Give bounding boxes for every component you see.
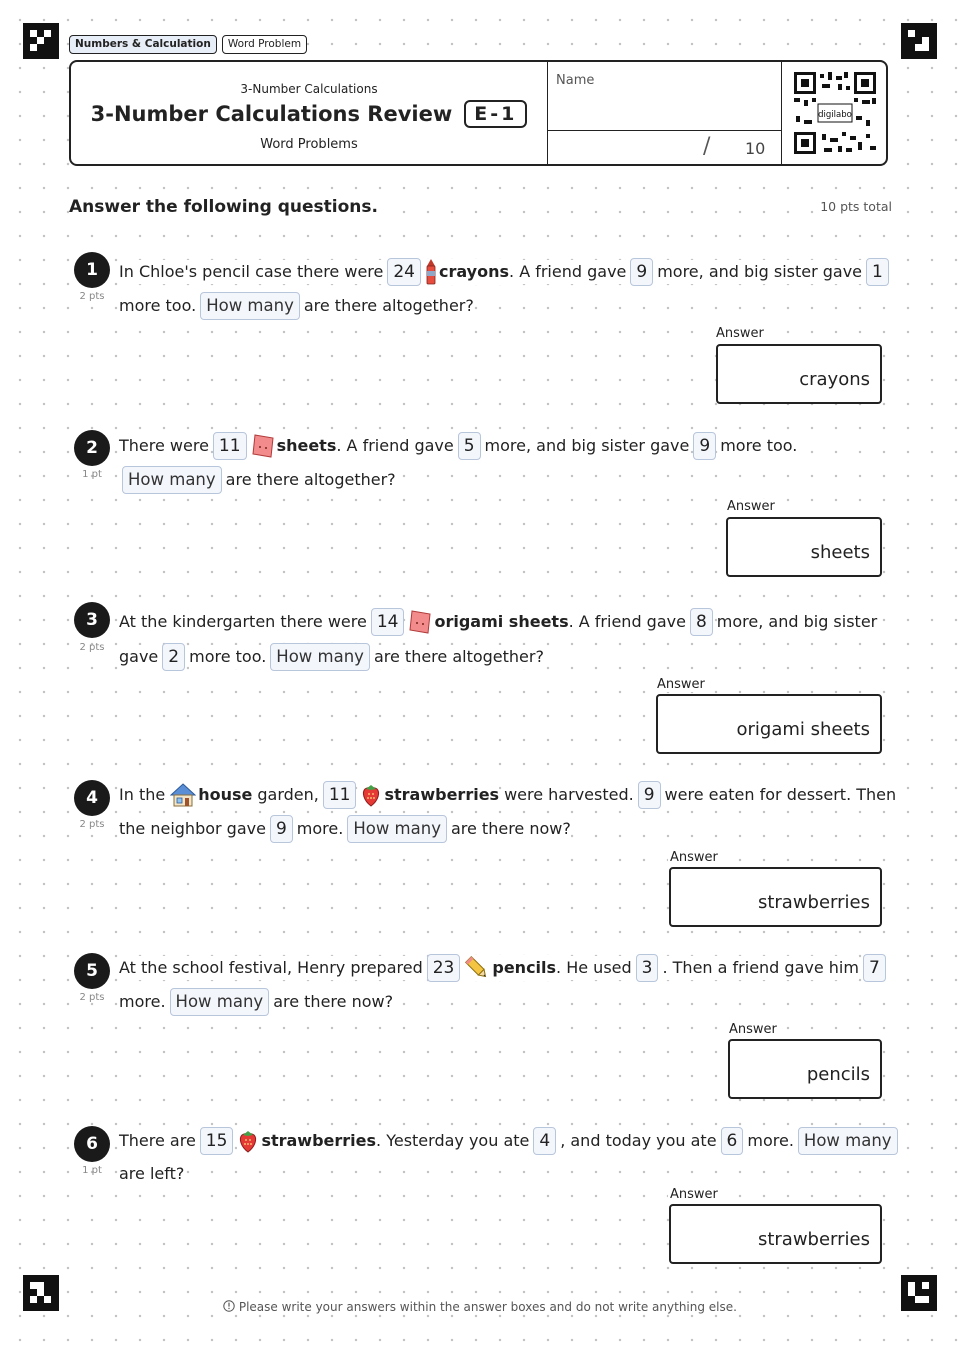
question-number: 4 bbox=[74, 780, 110, 816]
item-name: pencils bbox=[492, 958, 557, 977]
question-text: are there now? bbox=[273, 990, 393, 1014]
number-box: 5 bbox=[458, 432, 481, 460]
instructions: Answer the following questions. bbox=[69, 197, 382, 217]
answer-unit: strawberries bbox=[757, 892, 870, 913]
number-box: 9 bbox=[638, 781, 661, 809]
question-number: 1 bbox=[74, 252, 110, 288]
question-text: In the bbox=[119, 783, 165, 807]
number-box: 15 bbox=[200, 1127, 234, 1155]
question-text: more. bbox=[747, 1129, 794, 1153]
footer-note bbox=[0, 1300, 960, 1314]
number-box: 4 bbox=[533, 1127, 556, 1155]
answer-box[interactable] bbox=[669, 1204, 882, 1264]
question-points: 2 pts bbox=[79, 642, 105, 653]
question-text: . A friend gave bbox=[509, 260, 626, 284]
question-number: 6 bbox=[74, 1126, 110, 1162]
question-text: more too. bbox=[720, 434, 797, 458]
question-points: 1 pt bbox=[82, 1165, 102, 1176]
question-points: 2 pts bbox=[79, 291, 105, 302]
page-title: 3-Number Calculations Review bbox=[90, 102, 453, 126]
tag-type: Word Problem bbox=[222, 35, 307, 54]
item-name: sheets bbox=[276, 436, 337, 455]
answer-label: Answer bbox=[716, 326, 764, 341]
answer-unit: sheets bbox=[810, 542, 870, 563]
number-box: 9 bbox=[630, 258, 653, 286]
answer-box[interactable] bbox=[656, 694, 882, 754]
number-box: 11 bbox=[323, 781, 357, 809]
number-box: 23 bbox=[427, 954, 461, 982]
number-box: 7 bbox=[863, 954, 886, 982]
question-text: are there altogether? bbox=[226, 468, 396, 492]
answer-unit: strawberries bbox=[757, 1229, 870, 1250]
answer-label: Answer bbox=[670, 1187, 718, 1202]
footer-text: Please write your answers within the answer boxes and do not write anything else. bbox=[238, 1300, 737, 1314]
question-text: the neighbor gave bbox=[119, 817, 266, 841]
category-tags bbox=[69, 35, 307, 54]
svg-text:digilabo: digilabo bbox=[818, 110, 852, 120]
item-name: strawberries bbox=[384, 785, 500, 804]
question-text: . He used bbox=[556, 956, 632, 980]
how-many-box: How many bbox=[200, 292, 300, 320]
header-type: Word Problems bbox=[260, 137, 358, 152]
question-text: more, and big sister gave bbox=[657, 260, 862, 284]
header-subtitle: 3-Number Calculations bbox=[240, 82, 378, 96]
score-slash: / bbox=[703, 134, 711, 159]
answer-box[interactable] bbox=[728, 1039, 882, 1099]
question-text: There are bbox=[119, 1129, 196, 1153]
question-text: garden, bbox=[257, 783, 318, 807]
question-text: . Then a friend gave him bbox=[662, 956, 858, 980]
question-text: are there now? bbox=[451, 817, 571, 841]
strawberry-icon bbox=[360, 782, 382, 808]
score-field[interactable] bbox=[547, 130, 781, 164]
qr-code-icon bbox=[794, 72, 876, 154]
place-name: house bbox=[198, 785, 253, 804]
answer-label: Answer bbox=[670, 850, 718, 865]
number-box: 3 bbox=[636, 954, 659, 982]
question-text: more, and big sister bbox=[717, 610, 877, 634]
question-text: are there altogether? bbox=[304, 294, 474, 318]
origami-sheet-icon bbox=[251, 433, 275, 459]
pencil-icon bbox=[464, 955, 490, 981]
question-text: . Yesterday you ate bbox=[376, 1129, 529, 1153]
question-text: are left? bbox=[119, 1162, 184, 1186]
strawberry-icon bbox=[237, 1128, 259, 1154]
question-text: were harvested. bbox=[504, 783, 634, 807]
number-box: 14 bbox=[371, 608, 405, 636]
question-number: 3 bbox=[74, 602, 110, 638]
question-points: 1 pt bbox=[82, 469, 102, 480]
item-name: strawberries bbox=[261, 1131, 377, 1150]
item-name: origami sheets bbox=[434, 612, 569, 631]
how-many-box: How many bbox=[170, 988, 270, 1016]
info-icon bbox=[223, 1300, 235, 1312]
origami-sheet-icon bbox=[408, 609, 432, 635]
question-text: There were bbox=[119, 434, 209, 458]
question-text: more. bbox=[119, 990, 166, 1014]
item-name: crayons bbox=[439, 262, 510, 281]
question-text: , and today you ate bbox=[560, 1129, 716, 1153]
number-box: 2 bbox=[162, 643, 185, 671]
answer-label: Answer bbox=[727, 499, 775, 514]
question-points: 2 pts bbox=[79, 819, 105, 830]
how-many-box: How many bbox=[270, 643, 370, 671]
how-many-box: How many bbox=[798, 1127, 898, 1155]
question-points: 2 pts bbox=[79, 992, 105, 1003]
worksheet-code: E-1 bbox=[464, 100, 527, 128]
answer-label: Answer bbox=[657, 677, 705, 692]
question-text: are there altogether? bbox=[374, 645, 544, 669]
question-text: were eaten for dessert. Then bbox=[665, 783, 897, 807]
question-text: gave bbox=[119, 645, 158, 669]
name-field[interactable] bbox=[547, 62, 781, 131]
title-block bbox=[71, 62, 548, 164]
question-text: more too. bbox=[119, 294, 196, 318]
number-box: 11 bbox=[213, 432, 247, 460]
corner-marker-top-right bbox=[901, 23, 937, 59]
number-box: 9 bbox=[693, 432, 716, 460]
question-text: At the kindergarten there were bbox=[119, 610, 367, 634]
crayon-icon bbox=[425, 259, 437, 285]
answer-box[interactable] bbox=[726, 517, 882, 577]
answer-box[interactable] bbox=[669, 867, 882, 927]
number-box: 24 bbox=[387, 258, 421, 286]
question-number: 5 bbox=[74, 953, 110, 989]
worksheet-header bbox=[69, 60, 888, 166]
number-box: 9 bbox=[270, 815, 293, 843]
question-number: 2 bbox=[74, 430, 110, 466]
number-box: 8 bbox=[690, 608, 713, 636]
question-text: . A friend gave bbox=[569, 610, 686, 634]
answer-unit: pencils bbox=[806, 1064, 870, 1085]
number-box: 6 bbox=[721, 1127, 744, 1155]
number-box: 1 bbox=[866, 258, 889, 286]
score-total: 10 bbox=[745, 139, 766, 158]
points-total: 10 pts total bbox=[820, 199, 892, 214]
question-text: In Chloe's pencil case there were bbox=[119, 260, 383, 284]
question-text: more too. bbox=[189, 645, 266, 669]
question-text: more, and big sister gave bbox=[485, 434, 690, 458]
tag-category: Numbers & Calculation bbox=[69, 35, 217, 54]
question-text: At the school festival, Henry prepared bbox=[119, 956, 423, 980]
how-many-box: How many bbox=[122, 466, 222, 494]
name-label: Name bbox=[556, 73, 595, 88]
answer-unit: crayons bbox=[799, 369, 870, 390]
question-text: more. bbox=[297, 817, 344, 841]
house-icon bbox=[170, 782, 196, 808]
how-many-box: How many bbox=[347, 815, 447, 843]
answer-label: Answer bbox=[729, 1022, 777, 1037]
answer-box[interactable] bbox=[716, 344, 882, 404]
question-text: . A friend gave bbox=[336, 434, 453, 458]
answer-unit: origami sheets bbox=[736, 719, 870, 740]
corner-marker-top-left bbox=[23, 23, 59, 59]
qr-code-area bbox=[781, 62, 887, 164]
